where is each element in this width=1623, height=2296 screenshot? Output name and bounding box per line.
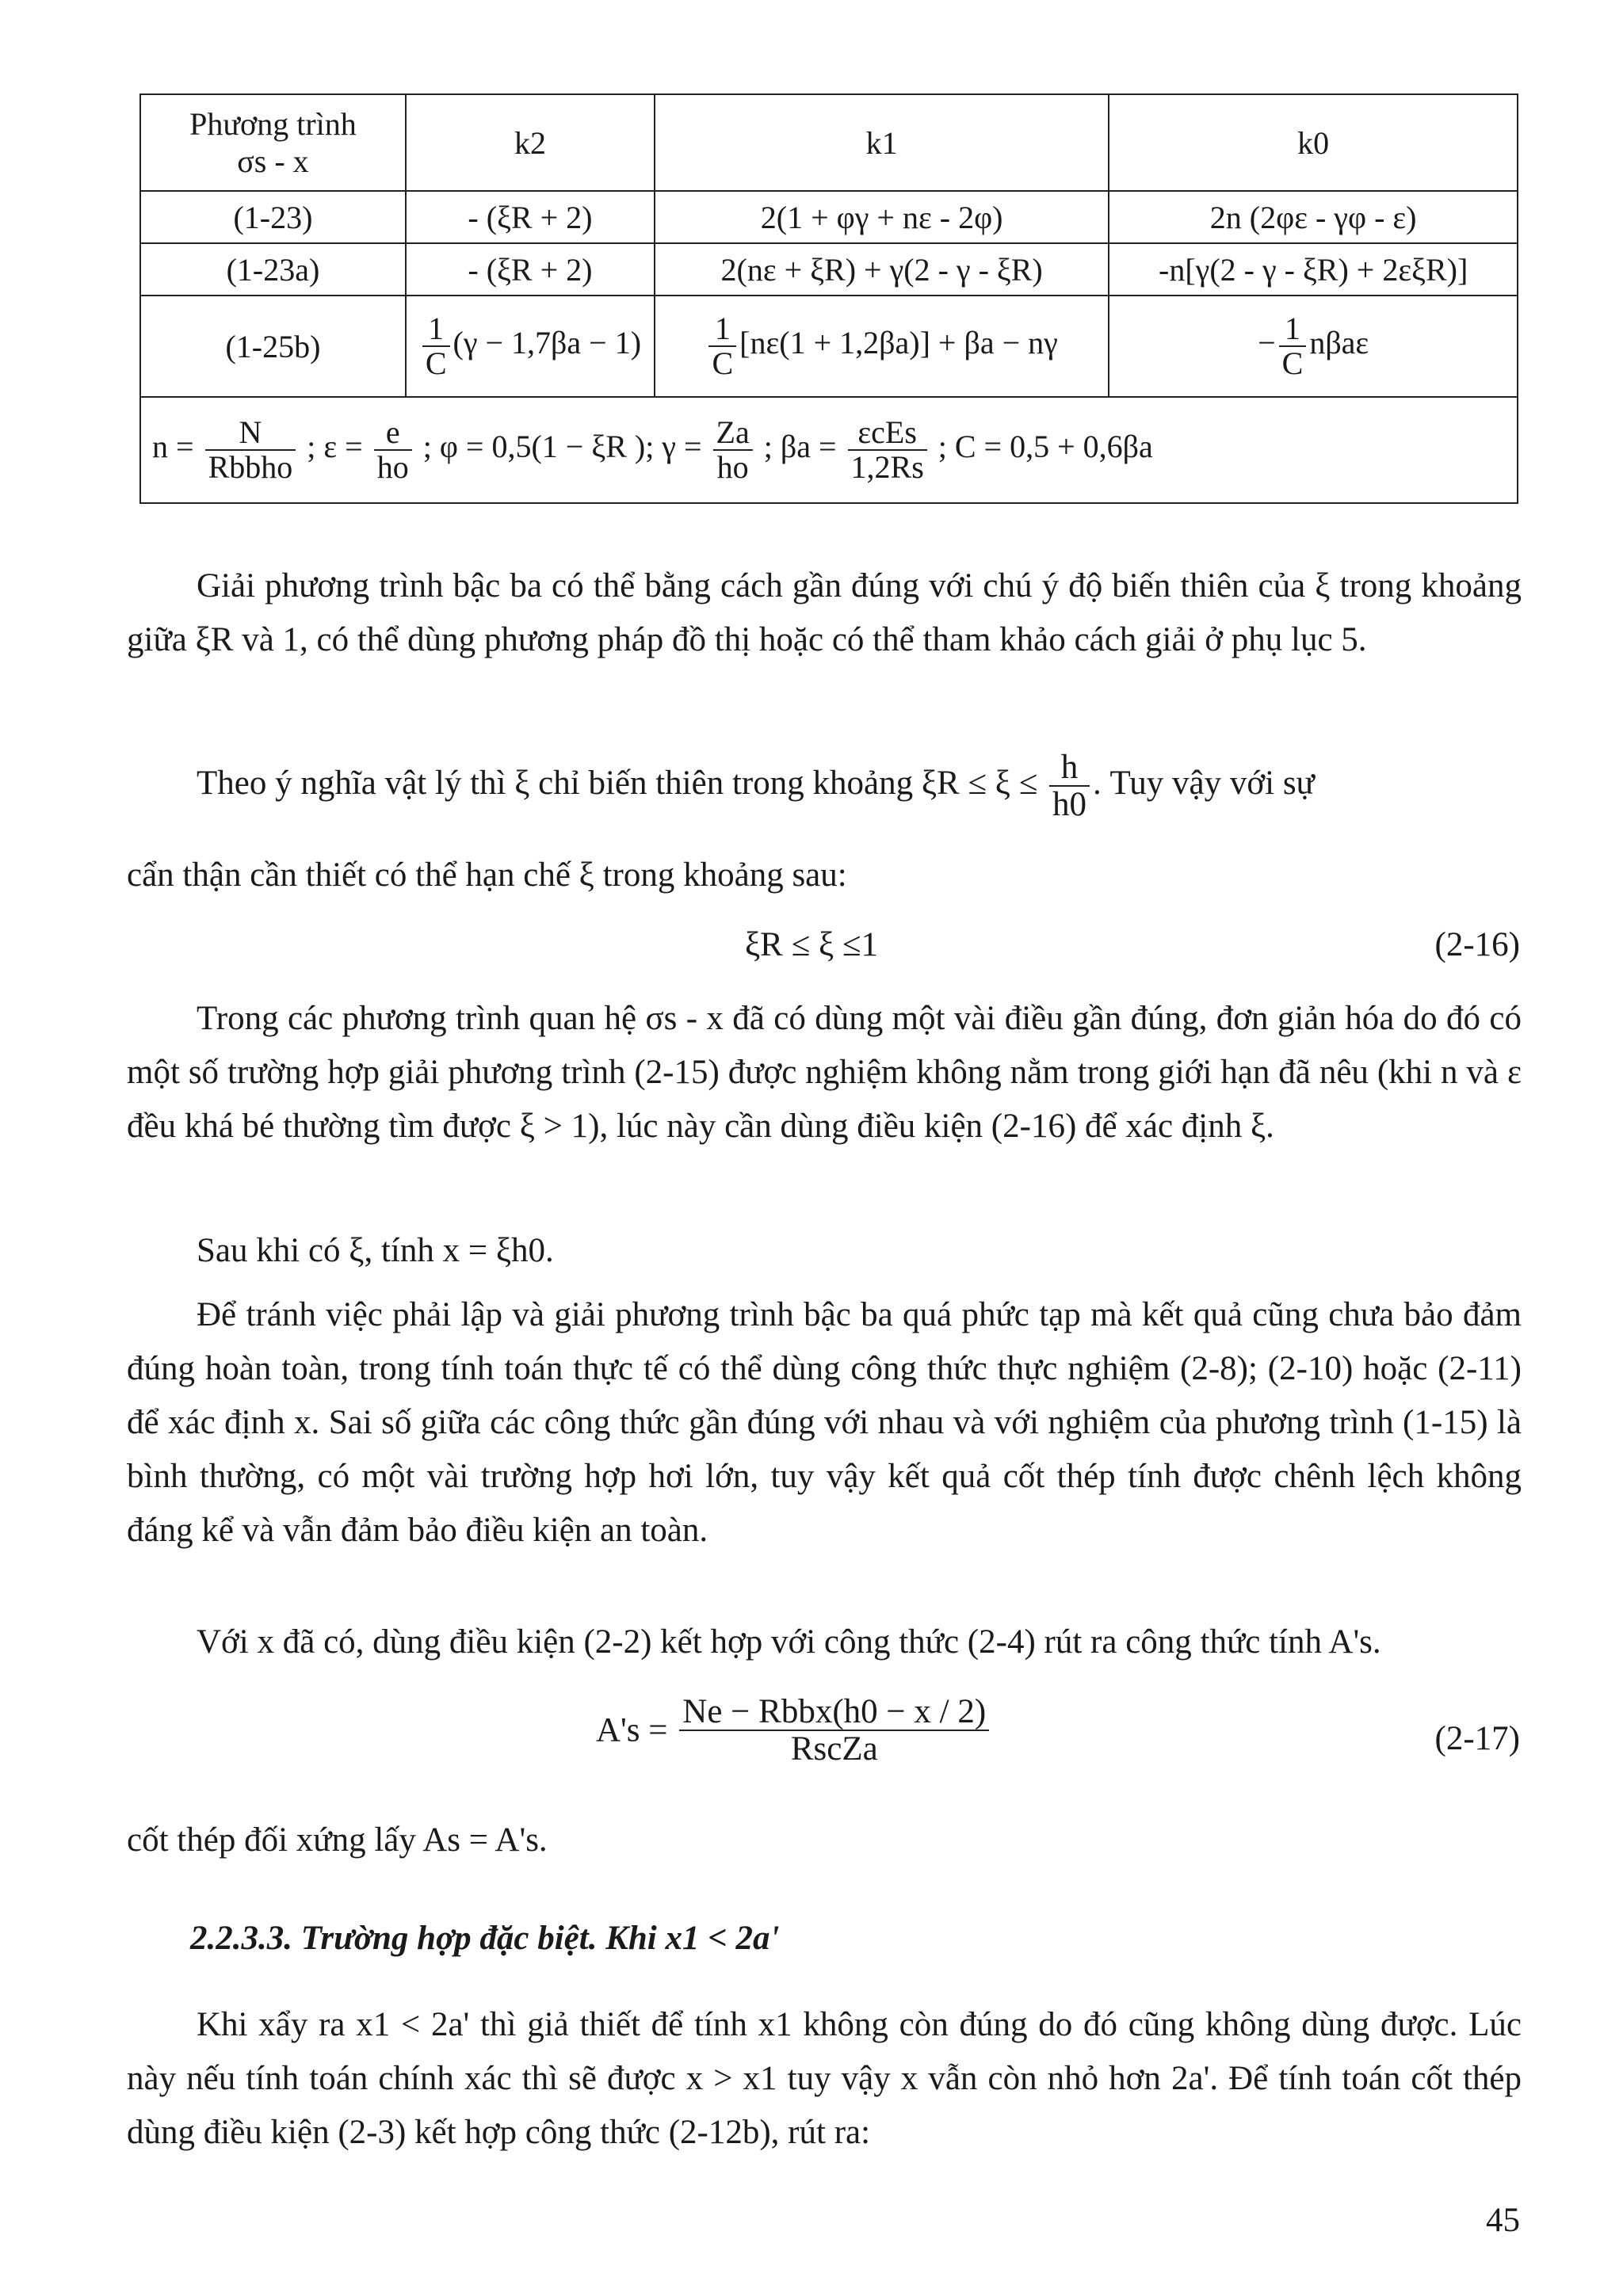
fraction-gamma: $\frac{Za}{ho}$ [713,416,753,484]
table-row [140,191,1518,243]
cell-k0: -n[γ(2 - γ - ξR) + 2εξR)] [1109,243,1518,296]
header-equation [140,94,406,191]
cell-eq: (1-23) [140,191,406,243]
cell-k0: 2n (2φε - γφ - ε) [1109,191,1518,243]
paragraph-7: Với x đã có, dùng điều kiện (2-2) kết hợp với công thức (2-4) rút ra công thức tính A's. [197,1623,1381,1661]
cell-eq: (1-25b) [140,296,406,397]
table-header-row [140,94,1518,191]
paragraph-3: cẩn thận cần thiết có thể hạn chế ξ trong khoảng sau: [127,856,847,894]
paragraph-6: Để tránh việc phải lập và giải phương trình bậc ba quá phức tạp mà kết quả cũng chưa bảo đảm đúng hoàn toàn, trong tính toán thực tế có thể dùng công thức thực nghiệm (2-8); (2-10) hoặc (2-11) để xác định x. Sai số giữa các công thức gần đúng với nhau và với nghiệm của phương trình (1-15) là bình thường, có một vài trường hợp hơi lớn, tuy vậy kết quả cốt thép tính được chênh lệch không đáng kể và vẫn đảm bảo điều kiện an toàn. [127,1296,1522,1549]
page-number: 45 [1486,2202,1520,2239]
cell-k2: - (ξR + 2) [406,191,655,243]
paragraph-9: Khi xẩy ra x1 < 2a' thì giả thiết để tính x1 không còn đúng do đó cũng không dùng được. Lúc này nếu tính toán chính xác thì sẽ được x > x1 tuy vậy x vẫn còn nhỏ hơn 2a'. Để tính toán cốt thép dùng điều kiện (2-3) kết hợp công thức (2-12b), rút ra: [127,2006,1522,2151]
cell-k2: $\frac{1}{C}$ (γ − 1,7βa − 1) [406,296,655,397]
table-row [140,243,1518,296]
cell-k1: $\frac{1}{C}$ [nε(1 + 1,2βa)] + βa − nγ [655,296,1109,397]
fraction-beta: $\frac{\text{εcEs}}{1,2Rs}$ [848,416,927,484]
paragraph-5: Sau khi có ξ, tính x = ξh0. [197,1232,554,1269]
paragraph-8: cốt thép đối xứng lấy As = A's. [127,1821,548,1859]
paragraph-2: Theo ý nghĩa vật lý thì ξ chỉ biến thiên trong khoảng ξR ≤ ξ ≤ $\frac{h}{h0}$ . Tuy vậy với sự [197,749,1315,824]
paragraph-1: Giải phương trình bậc ba có thể bằng cách gần đúng với chú ý độ biến thiên của ξ trong khoảng giữa ξR và 1, có thể dùng phương pháp đồ thị hoặc có thể tham khảo cách giải ở phụ lục 5. [127,567,1522,658]
fraction-n: $\frac{N}{\text{Rbbho}}$ [205,416,296,484]
paragraph-4: Trong các phương trình quan hệ σs - x đã có dùng một vài điều gần đúng, đơn giản hóa do đó có một số trường hợp giải phương trình (2-15) được nghiệm không nằm trong giới hạn đã nêu (khi n và ε đều khá bé thường tìm được ξ > 1), lúc này cần dùng điều kiện (2-16) để xác định ξ. [127,1000,1522,1145]
cell-eq: (1-23a) [140,243,406,296]
fraction: $\frac{1}{C}$ [422,312,450,380]
fraction-eq-2-17: $\frac{\text{Ne − Rbbx(h0 − x / 2)}}{\text{RscZa}}$ [679,1694,989,1767]
cell-k1: 2(1 + φγ + nε - 2φ) [655,191,1109,243]
cell-k0: − $\frac{1}{C}$ nβaε [1109,296,1518,397]
cell-k2: - (ξR + 2) [406,243,655,296]
fraction: $\frac{1}{C}$ [1279,312,1307,380]
fraction-eps: $\frac{e}{ho}$ [374,416,412,484]
header-k0: k0 [1109,94,1518,191]
table-row [140,296,1518,397]
table-notes-row [140,397,1518,503]
fraction-h-h0: $\frac{h}{h0}$ [1049,749,1090,822]
equation-2-17: A's = $\frac{\text{Ne − Rbbx(h0 − x / 2)}}{\text{RscZa}}$ [596,1694,992,1767]
header-k2: k2 [406,94,655,191]
coefficient-table [139,93,1518,504]
cell-k1: 2(nε + ξR) + γ(2 - γ - ξR) [655,243,1109,296]
equation-2-17-number: (2-17) [1434,1720,1520,1757]
header-k1: k1 [655,94,1109,191]
header-equation-line2: σs - x [237,143,309,179]
section-heading: 2.2.3.3. Trường hợp đặc biệt. Khi x1 < 2a' [190,1920,780,1957]
header-equation-line1: Phương trình [189,106,357,142]
table-notes: n = $\frac{N}{\text{Rbbho}}$ ; ε = $\frac{e}{ho}$ ; φ = 0,5(1 − ξR ); γ = $\frac{Za}{ho}$ ; βa = $\frac{\text{εcEs}}{1,2Rs}$ ; C = 0,5 + 0,6βa [140,397,1518,503]
fraction: $\frac{1}{C}$ [708,312,736,380]
equation-2-16: ξR ≤ ξ ≤1 [745,926,878,963]
equation-2-16-number: (2-16) [1434,926,1520,963]
